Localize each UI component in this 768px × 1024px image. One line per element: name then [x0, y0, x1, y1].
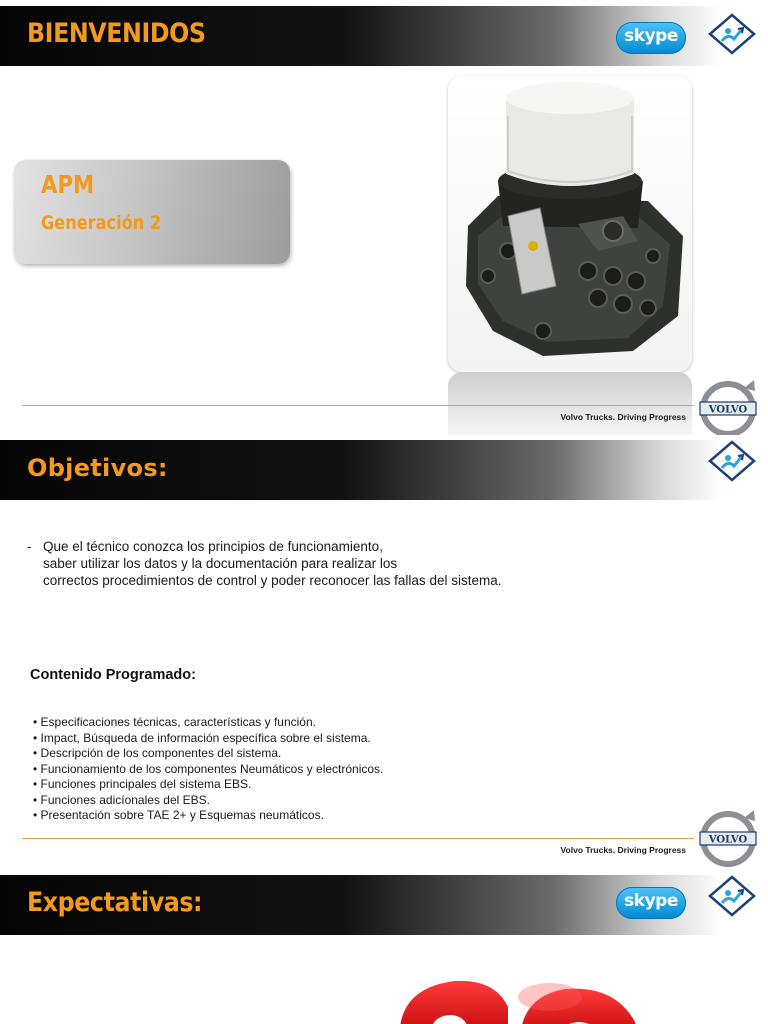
- volvo-icon: [698, 806, 760, 868]
- training-center-icon: [702, 875, 762, 917]
- skype-logo-text: skype: [624, 891, 678, 911]
- question-mark-icon: [400, 967, 650, 1024]
- training-center-icon: [702, 13, 762, 55]
- apm-subtitle: Generación 2: [41, 212, 162, 234]
- footer-slogan: Volvo Trucks. Driving Progress: [560, 412, 686, 422]
- footer-divider: [22, 405, 694, 406]
- volvo-logo: [698, 376, 760, 435]
- apm-title: APM: [41, 170, 95, 199]
- volvo-logo-text: VOLVO: [708, 404, 748, 416]
- content-item: • Descripción de los componentes del sistema.: [33, 746, 282, 760]
- slide-expectativas: [0, 875, 768, 1024]
- footer-slogan: Volvo Trucks. Driving Progress: [560, 845, 686, 855]
- header-banner: [0, 6, 768, 66]
- content-item: • Funciones adicíonales del EBS.: [33, 792, 210, 807]
- content-item: • Funciones principales del sistema EBS.: [33, 777, 252, 791]
- objectives-dash: -: [27, 539, 32, 554]
- training-center-logo: [702, 875, 762, 933]
- objective-line: Que el técnico conozca los principios de funcionamiento,: [43, 539, 383, 554]
- slide-objetivos: [0, 440, 768, 870]
- question-marks-graphic: [400, 967, 650, 1024]
- footer-divider: [22, 838, 694, 839]
- photo-reflection: [448, 372, 692, 435]
- content-item: • Presentación sobre TAE 2+ y Esquemas neumáticos.: [33, 808, 324, 822]
- content-list: [33, 715, 383, 824]
- training-center-logo: [702, 13, 762, 71]
- objective-line: correctos procedimientos de control y poder reconocer las fallas del sistema.: [43, 573, 502, 588]
- slide-bienvenidos: [0, 0, 768, 435]
- skype-logo: [616, 887, 686, 919]
- objectives-text: [27, 538, 501, 589]
- volvo-icon: [698, 376, 760, 435]
- content-item: • Especificaciones técnicas, características y función.: [33, 715, 316, 729]
- content-heading: Contenido Programado:: [30, 667, 196, 683]
- apm-product-photo: [448, 76, 692, 372]
- header-banner: [0, 875, 768, 935]
- apm-valve-illustration: [448, 76, 692, 372]
- skype-logo-text: skype: [624, 26, 678, 46]
- volvo-logo: [698, 806, 760, 868]
- objective-line: saber utilizar los datos y la documentación para realizar los: [43, 556, 398, 571]
- banner-title: Objetivos:: [27, 454, 168, 482]
- banner-title: BIENVENIDOS: [27, 18, 206, 49]
- training-center-icon: [702, 440, 762, 482]
- content-item: • Funcionamiento de los componentes Neumáticos y electrónicos.: [33, 761, 384, 776]
- training-center-logo: [702, 440, 762, 498]
- header-banner: [0, 440, 768, 500]
- content-item: • Impact, Búsqueda de información específica sobre el sistema.: [33, 730, 371, 745]
- banner-title: Expectativas:: [27, 887, 203, 918]
- skype-logo: [616, 22, 686, 54]
- volvo-logo-text: VOLVO: [708, 834, 748, 846]
- apm-title-box: [14, 160, 290, 264]
